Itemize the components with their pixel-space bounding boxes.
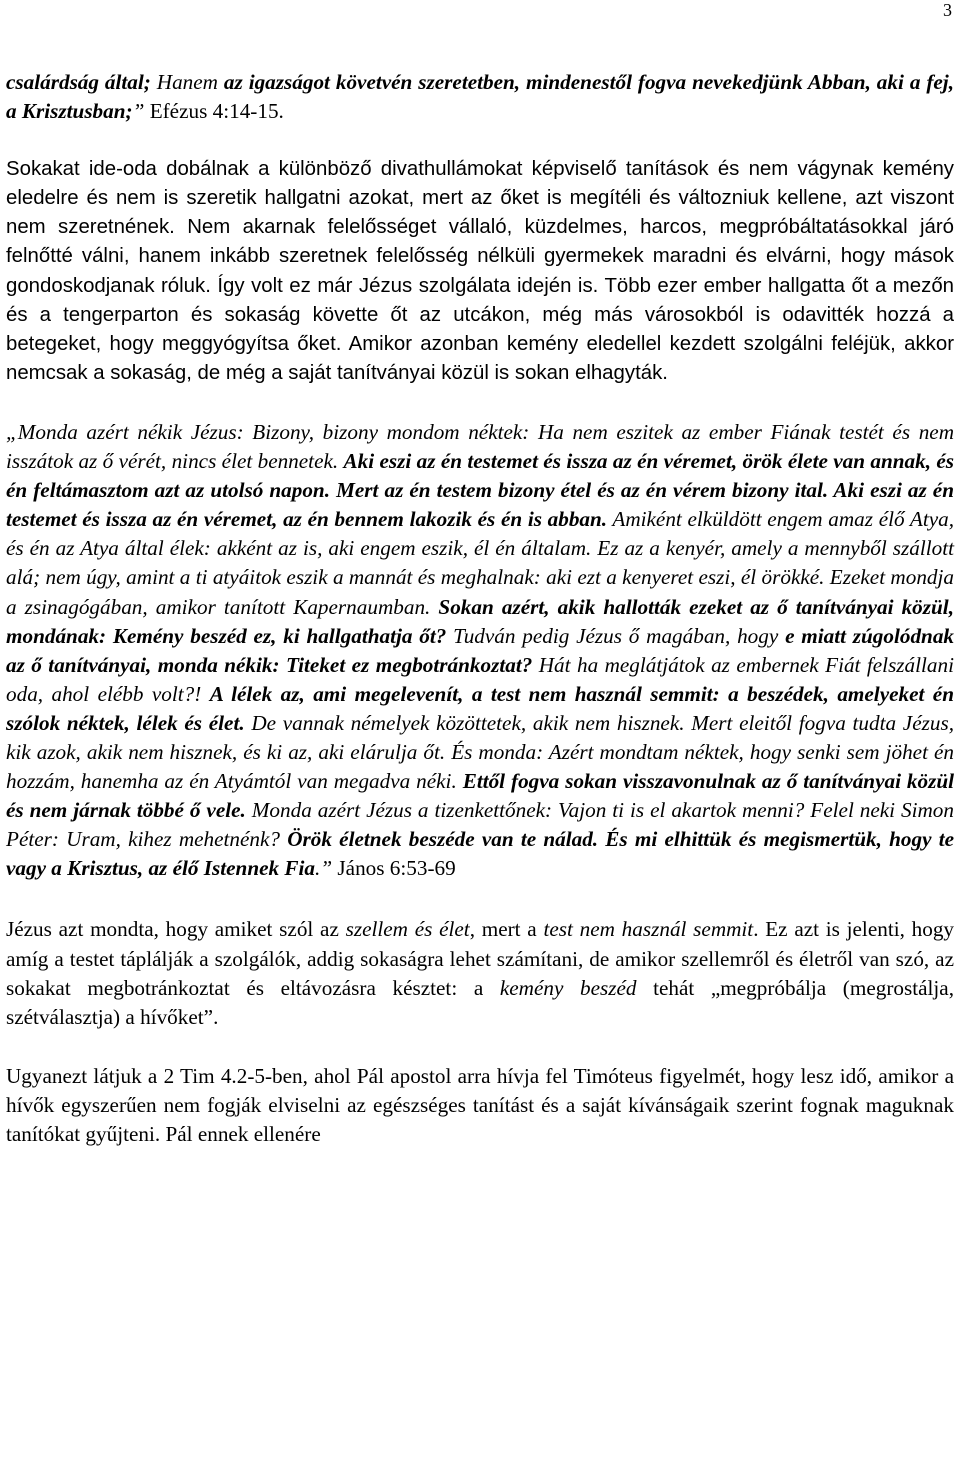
text-segment: .” xyxy=(315,856,338,881)
text-segment: Jézus azt mondta, hogy amiket szól az xyxy=(6,917,346,942)
text-segment: Örök életnek beszéde van te nálad. És mi elhittük és megismertük, hogy te vagy a Krisztus, az élő Istennek Fia xyxy=(6,827,955,881)
text-segment: test nem használ semmit xyxy=(543,917,754,942)
text-segment: Sokakat ide-oda dobálnak a különböző divathullámokat képviselő tanítások és nem vágynak kemény eledelre és nem is szeretik hallgatni azokat, mert az őket is megítéli és változniuk kellene, azt viszont nem szeretnének. Nem akarnak felelősséget vállaló, küzdelmes, harcos, megpróbáltatásokkal járó felnőtté válni, hanem inkább szeretnek felelősség nélküli gyermekek maradni és elvárni, hogy mások gondoskodjanak róluk. Így volt ez már Jézus szolgálata idején is. Több ezer ember hallgatta őt a mezőn és a tengerparton és sokaság követte őt az utcákon, még más városokból is odavitték hozzá a betegeket, hogy meggyógyítsa őket. Amikor azonban kemény eledellel kezdett szolgálni feléjük, akkor nemcsak a sokaság, de még a saját tanítványai közül is sokan elhagyták. xyxy=(6,158,954,384)
paragraph-commentary-1 xyxy=(6,155,954,388)
text-segment: Ettől fogva sokan visszavonulnak az ő tanítványai közül és nem járnak többé ő vele. xyxy=(6,769,954,823)
text-segment: De vannak némelyek közöttetek, akik nem hisznek. Mert eleitől fogva tudta Jézus, kik azok, akik nem hisznek, és ki az, aki elárulja őt. És monda: Azért mondtam néktek, hogy senki sem jöhet én hozzám, hanemha az én Atyámtól van megadva néki. xyxy=(6,710,954,794)
text-segment: János 6:53-69 xyxy=(337,856,456,881)
paragraph-scripture-john xyxy=(6,418,954,884)
text-segment: Hát ha meglátjátok az embernek Fiát felszállani oda, ahol elébb volt?! xyxy=(6,652,954,706)
text-segment: kemény beszéd xyxy=(499,975,637,1000)
text-segment: Monda azért Jézus a tizenkettőnek: Vajon ti is el akartok menni? Felel neki Simon Péter: Uram, kihez mehetnénk? xyxy=(6,798,954,852)
text-segment: Aki eszi az én testemet és issza az én véremet, örök élete van annak, és én feltámasztom azt az utolsó napon. Mert az én testem bizony étel és az én vérem bizony ital. Aki eszi az én testemet és issza az én véremet, az én bennem lakozik és én is abban. xyxy=(6,449,954,532)
text-segment: Efézus 4:14-15. xyxy=(149,99,284,124)
text-segment: csalárdság által; xyxy=(6,70,157,94)
paragraph-commentary-3 xyxy=(6,1062,954,1149)
text-segment: A lélek az, ami megelevenít, a test nem használ semmit: a beszédek, amelyeket én szólok néktek, lélek és élet. xyxy=(6,681,954,735)
text-segment: e miatt zúgolódnak az ő tanítványai, monda nékik: Titeket ez megbotránkoztat? xyxy=(6,623,955,677)
text-segment: Amiként elküldött engem amaz élő Atya, és én az Atya által élek: akként az is, aki engem eszik, él én általam. Ez az a kenyér, amely a mennyből szállott alá; nem úgy, amint a ti atyáitok eszik a mannát és meghalnak: aki ezt a kenyeret eszi, él örökké. Ezeket mondja a zsinagógában, amikor tanított Kapernaumban. xyxy=(6,507,954,619)
text-segment: Tudván pedig Jézus ő magában, hogy xyxy=(446,623,786,648)
text-segment: Hanem xyxy=(156,70,224,94)
document-body xyxy=(6,68,954,1149)
text-segment: Ugyanezt látjuk a 2 Tim 4.2-5-ben, ahol Pál apostol arra hívja fel Timóteus figyelmét, hogy lesz idő, amikor a hívők egyszerűen nem fogják elviselni az egészséges tanítást és a saját kívánságaik szerint fognak maguknak tanítókat gyűjteni. Pál ennek ellenére xyxy=(6,1063,954,1146)
text-segment: tehát „megpróbálja (megrostálja, szétválasztja) a hívőket”. xyxy=(6,975,955,1029)
page-number: 3 xyxy=(943,0,952,20)
text-segment: szellem és élet xyxy=(345,917,470,942)
text-segment: az igazságot követvén szeretetben, mindenestől fogva nevekedjünk Abban, aki a fej, a Krisztusban; xyxy=(6,70,954,124)
text-segment: ” xyxy=(132,99,150,124)
text-segment: Sokan azért, akik hallották ezeket az ő tanítványai közül, mondának: Kemény beszéd ez, ki hallgathatja őt? xyxy=(6,594,954,648)
text-segment: „Monda azért nékik Jézus: Bizony, bizony mondom néktek: Ha nem eszitek az ember Fiának testét és nem isszátok az ő vérét, nincs élet bennetek. xyxy=(6,419,954,474)
paragraph-scripture-ephesians xyxy=(6,68,954,126)
text-segment: , mert a xyxy=(469,917,544,942)
text-segment: . Ez azt is jelenti, hogy amíg a testet táplálják a szolgálók, addig sokaságra lehet számítani, de amikor szellemről és életről van szó, az sokakat megbotránkoztat és eltávozásra késztet: a xyxy=(6,917,955,1000)
paragraph-commentary-2 xyxy=(6,915,954,1031)
